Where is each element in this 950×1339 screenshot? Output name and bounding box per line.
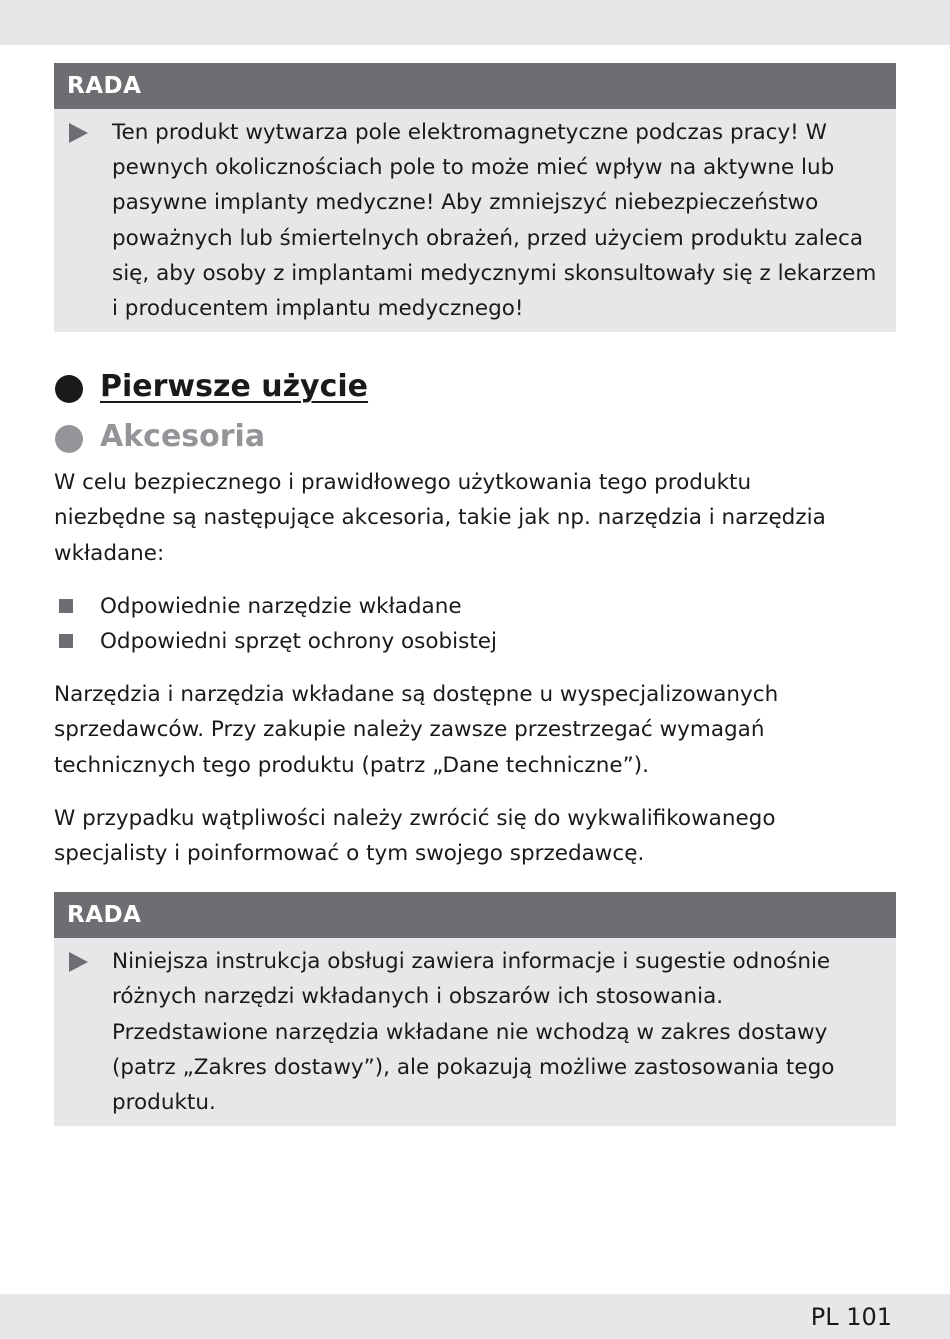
list-item-text: Odpowiednie narzędzie wkładane xyxy=(100,593,462,619)
list-item xyxy=(54,624,896,659)
subsection-heading xyxy=(54,417,896,457)
footer-band xyxy=(0,1294,950,1339)
page-number: PL 101 xyxy=(810,1303,892,1331)
tip-header: RADA xyxy=(54,63,896,109)
text-line: (patrz „Zakres dostawy”), ale pokazują możliwe zastosowania tego xyxy=(112,1054,835,1080)
text-line: sprzedawców. Przy zakupie należy zawsze przestrzegać wymagań xyxy=(54,717,765,743)
list-item-text: Odpowiedni sprzęt ochrony osobistej xyxy=(100,629,497,655)
text-line: poważnych lub śmiertelnych obrażeń, przed użyciem produktu zaleca xyxy=(112,225,863,251)
text-line: pewnych okolicznościach pole to może mieć wpływ na aktywne lub xyxy=(112,155,835,181)
text-line: niezbędne są następujące akcesoria, takie jak np. narzędzia i narzędzia xyxy=(54,505,826,531)
paragraph-doubts xyxy=(54,801,896,871)
tip-text xyxy=(112,944,882,1120)
accessories-list xyxy=(54,589,896,659)
text-line: pasywne implanty medyczne! Aby zmniejszyć niebezpieczeństwo xyxy=(112,190,819,216)
text-line: W celu bezpiecznego i prawidłowego użytkowania tego produktu xyxy=(54,470,752,496)
bullet-circle-icon xyxy=(55,425,83,453)
text-line: różnych narzędzi wkładanych i obszarów ich stosowania. xyxy=(112,984,724,1010)
list-item xyxy=(54,589,896,624)
top-band xyxy=(0,0,950,45)
tip-body xyxy=(54,109,896,332)
text-line: Przedstawione narzędzia wkładane nie wchodzą w zakres dostawy xyxy=(112,1019,828,1045)
text-line: wkładane: xyxy=(54,540,165,566)
paragraph-accessories-intro xyxy=(54,465,896,571)
section-heading-text: Pierwsze użycie xyxy=(100,369,369,405)
tip-body xyxy=(54,938,896,1126)
text-line: i producentem implantu medycznego! xyxy=(112,296,524,322)
square-bullet-icon xyxy=(59,634,73,648)
tip-box-tools xyxy=(54,892,896,1126)
page-content xyxy=(54,63,896,1126)
text-line: Niniejsza instrukcja obsługi zawiera informacje i sugestie odnośnie xyxy=(112,949,831,975)
text-line: produktu. xyxy=(112,1090,216,1116)
text-line: technicznych tego produktu (patrz „Dane techniczne”). xyxy=(54,752,649,778)
triangle-arrow-icon xyxy=(69,123,88,143)
subsection-heading-text: Akcesoria xyxy=(100,419,266,455)
text-line: Narzędzia i narzędzia wkładane są dostępne u wyspecjalizowanych xyxy=(54,682,779,708)
bullet-circle-icon xyxy=(55,375,83,403)
square-bullet-icon xyxy=(59,599,73,613)
text-line: się, aby osoby z implantami medycznymi skonsultowały się z lekarzem xyxy=(112,260,877,286)
triangle-arrow-icon xyxy=(69,952,88,972)
tip-text xyxy=(112,115,882,326)
text-line: W przypadku wątpliwości należy zwrócić się do wykwalifikowanego xyxy=(54,805,776,831)
tip-box-electromagnetic xyxy=(54,63,896,332)
section-heading xyxy=(54,367,896,407)
text-line: specjalisty i poinformować o tym swojego sprzedawcę. xyxy=(54,841,645,867)
text-line: Ten produkt wytwarza pole elektromagnetyczne podczas pracy! W xyxy=(112,120,827,145)
tip-header: RADA xyxy=(54,892,896,938)
paragraph-availability xyxy=(54,677,896,783)
